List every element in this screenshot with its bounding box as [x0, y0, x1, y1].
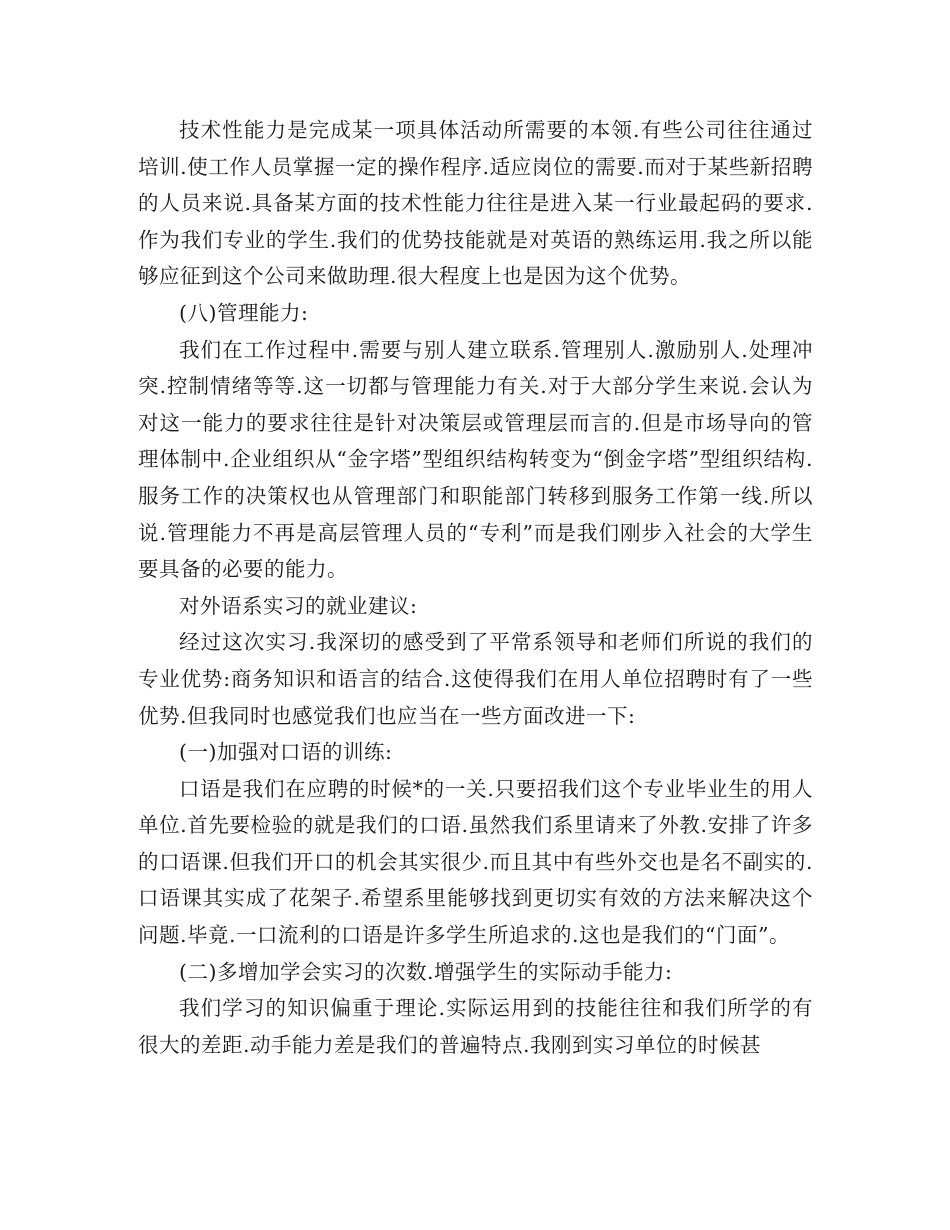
heading-employment-suggestions: 对外语系实习的就业建议: — [179, 593, 418, 618]
paragraph-management-ability: 我们在工作过程中.需要与别人建立联系.管理别人.激励别人.处理冲突.控制情绪等等.这一切都与管理能力有关.对于大部分学生来说.会认为对这一能力的要求往往是针对决策层或管理层而言的.但是市场导向的管理体制中.企业组织从“金字塔”型组织结构转变为“倒金字塔”型组织结构.服务工作的决策权也从管理部门和职能部门转移到服务工作第一线.所以说.管理能力不再是高层管理人员的“专利”而是我们刚步入社会的大学生要具备的必要的能力。 — [138, 337, 813, 582]
paragraph-technical-ability: 技术性能力是完成某一项具体活动所需要的本领.有些公司往往通过培训.使工作人员掌握一定的操作程序.适应岗位的需要.而对于某些新招聘的人员来说.具备某方面的技术性能力往往是进入某一行业最起码的要求.作为我们专业的学生.我们的优势技能就是对英语的熟练运用.我之所以能够应征到这个公司来做助理.很大程度上也是因为这个优势。 — [138, 118, 813, 289]
heading-oral-training: (一)加强对口语的训练: — [179, 740, 393, 765]
paragraph-internship-reflection: 经过这次实习.我深切的感受到了平常系领导和老师们所说的我们的专业优势:商务知识和语言的结合.这使得我们在用人单位招聘时有了一些优势.但我同时也感觉我们也应当在一些方面改进一下: — [138, 630, 813, 728]
heading-management-ability: (八)管理能力: — [179, 300, 309, 325]
paragraph-oral-training: 口语是我们在应聘的时候*的一关.只要招我们这个专业毕业生的用人单位.首先要检验的就是我们的口语.虽然我们系里请来了外教.安排了许多的口语课.但我们开口的机会其实很少.而且其中有些外交也是名不副实的.口语课其实成了花架子.希望系里能够找到更切实有效的方法来解决这个问题.毕竟.一口流利的口语是许多学生所追求的.这也是我们的“门面”。 — [138, 776, 813, 948]
document-body — [138, 112, 813, 1063]
paragraph-practical-ability: 我们学习的知识偏重于理论.实际运用到的技能往往和我们所学的有很大的差距.动手能力差是我们的普遍特点.我刚到实习单位的时候甚 — [138, 996, 813, 1057]
heading-more-internships: (二)多增加学会实习的次数.增强学生的实际动手能力: — [179, 959, 673, 984]
